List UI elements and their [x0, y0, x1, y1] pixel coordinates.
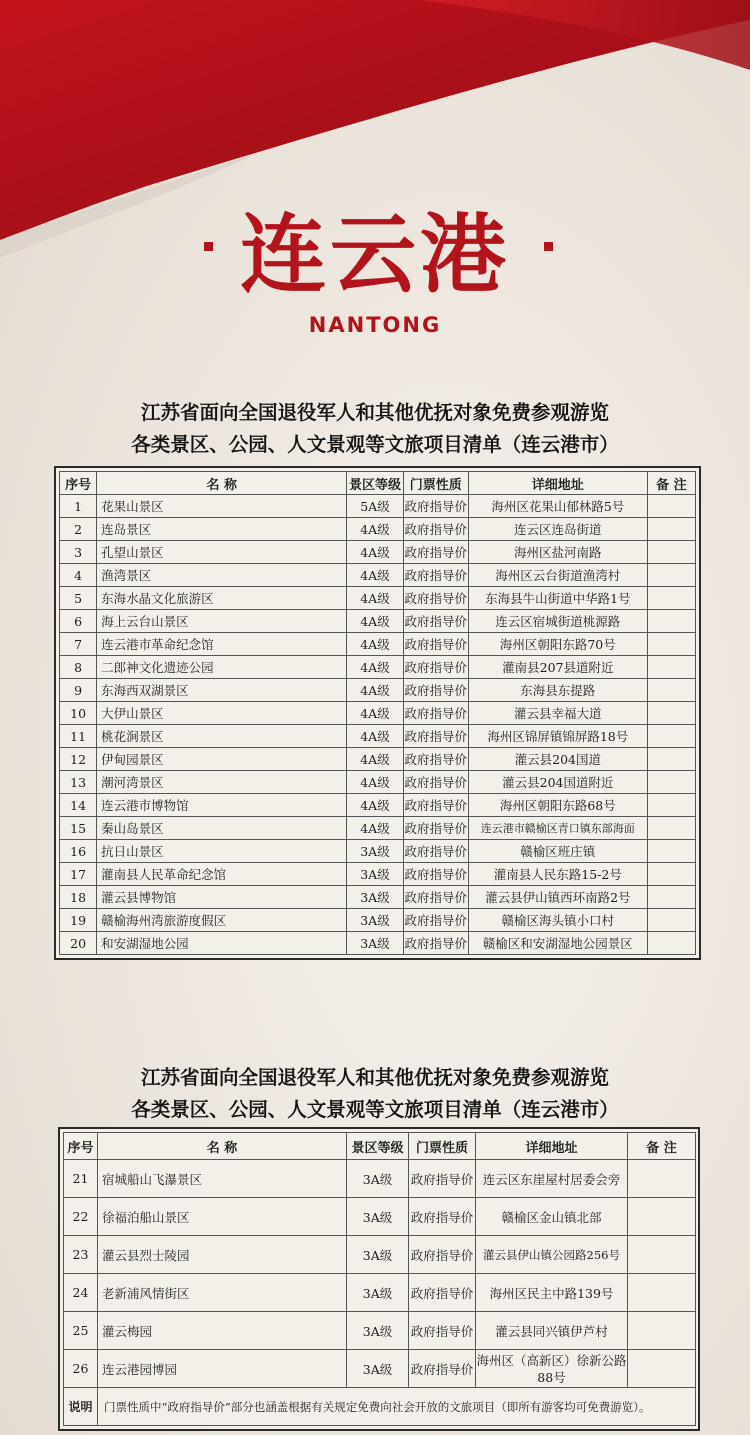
table-row: [60, 495, 696, 518]
cell-level: 3A级: [347, 1198, 409, 1236]
cell-note: [647, 702, 695, 725]
cell-level: 3A级: [347, 1350, 409, 1388]
table-row: [60, 932, 696, 955]
cell-note: [647, 679, 695, 702]
col-header-note: 备 注: [628, 1133, 696, 1160]
cell-note: [647, 748, 695, 771]
cell-name: 渔湾景区: [97, 564, 347, 587]
cell-name: 灌云县烈士陵园: [98, 1236, 347, 1274]
cell-name: 花果山景区: [97, 495, 347, 518]
cell-note: [628, 1198, 696, 1236]
cell-note: [647, 840, 695, 863]
table-row: [64, 1274, 696, 1312]
cell-no: 10: [60, 702, 97, 725]
cell-name: 连岛景区: [97, 518, 347, 541]
cell-ticket: 政府指导价: [403, 909, 468, 932]
cell-ticket: 政府指导价: [409, 1312, 476, 1350]
cell-name: 抗日山景区: [97, 840, 347, 863]
cell-note: [628, 1312, 696, 1350]
cell-note: [647, 633, 695, 656]
cell-address: 连云区连岛街道: [468, 518, 647, 541]
cell-no: 6: [60, 610, 97, 633]
table-row: [60, 633, 696, 656]
cell-no: 5: [60, 587, 97, 610]
cell-ticket: 政府指导价: [403, 495, 468, 518]
cell-no: 2: [60, 518, 97, 541]
cell-note: [628, 1236, 696, 1274]
cell-note: [647, 656, 695, 679]
cell-name: 宿城船山飞瀑景区: [98, 1160, 347, 1198]
cell-address: 连云区东崖屋村居委会旁: [476, 1160, 628, 1198]
cell-ticket: 政府指导价: [403, 886, 468, 909]
cell-level: 4A级: [347, 702, 403, 725]
cell-no: 26: [64, 1350, 98, 1388]
table-row: [60, 771, 696, 794]
cell-ticket: 政府指导价: [403, 863, 468, 886]
cell-no: 18: [60, 886, 97, 909]
cell-note: [647, 518, 695, 541]
cell-ticket: 政府指导价: [409, 1274, 476, 1312]
cell-level: 3A级: [347, 909, 403, 932]
cell-address: 赣榆区班庄镇: [468, 840, 647, 863]
cell-ticket: 政府指导价: [409, 1198, 476, 1236]
col-header-ticket: 门票性质: [403, 472, 468, 495]
cell-level: 3A级: [347, 932, 403, 955]
cell-no: 3: [60, 541, 97, 564]
cell-ticket: 政府指导价: [403, 817, 468, 840]
cell-name: 东海水晶文化旅游区: [97, 587, 347, 610]
cell-note: [628, 1274, 696, 1312]
table-row: [60, 610, 696, 633]
title-dot-left: [204, 242, 213, 251]
cell-no: 24: [64, 1274, 98, 1312]
cell-address: 连云港市赣榆区青口镇东部海面: [468, 817, 647, 840]
cell-ticket: 政府指导价: [403, 518, 468, 541]
city-title: 连云港: [240, 205, 510, 305]
col-header-level: 景区等级: [347, 472, 403, 495]
cell-address: 连云区宿城街道桃源路: [468, 610, 647, 633]
cell-address: 灌云县204国道附近: [468, 771, 647, 794]
cell-level: 4A级: [347, 656, 403, 679]
table-row: [60, 587, 696, 610]
cell-name: 徐福泊船山景区: [98, 1198, 347, 1236]
cell-address: 东海县东提路: [468, 679, 647, 702]
cell-note: [647, 932, 695, 955]
cell-name: 伊甸园景区: [97, 748, 347, 771]
cell-ticket: 政府指导价: [403, 633, 468, 656]
cell-address: 赣榆区海头镇小口村: [468, 909, 647, 932]
city-subtitle: NANTONG: [308, 313, 442, 337]
table-row: [64, 1198, 696, 1236]
cell-address: 海州区（高新区）徐新公路88号: [476, 1350, 628, 1388]
cell-no: 11: [60, 725, 97, 748]
cell-ticket: 政府指导价: [403, 702, 468, 725]
cell-address: 灌南县人民东路15-2号: [468, 863, 647, 886]
cell-level: 5A级: [347, 495, 403, 518]
cell-note: [647, 610, 695, 633]
cell-level: 4A级: [347, 518, 403, 541]
section1-heading-line2: 各类景区、公园、人文景观等文旅项目清单（连云港市）: [131, 433, 619, 456]
cell-address: 海州区朝阳东路68号: [468, 794, 647, 817]
cell-no: 19: [60, 909, 97, 932]
cell-no: 7: [60, 633, 97, 656]
section1-heading: [0, 397, 750, 461]
section2-heading-line1: 江苏省面向全国退役军人和其他优抚对象免费参观游览: [140, 1066, 609, 1089]
col-header-name: 名 称: [97, 472, 347, 495]
table-row: [60, 909, 696, 932]
cell-name: 灌南县人民革命纪念馆: [97, 863, 347, 886]
cell-note: [647, 817, 695, 840]
cell-ticket: 政府指导价: [403, 564, 468, 587]
cell-note: [647, 587, 695, 610]
cell-ticket: 政府指导价: [403, 656, 468, 679]
cell-ticket: 政府指导价: [403, 771, 468, 794]
table-header-row: [64, 1133, 696, 1160]
section2-heading: [0, 1062, 750, 1126]
cell-no: 9: [60, 679, 97, 702]
table-row: [64, 1236, 696, 1274]
cell-ticket: 政府指导价: [403, 932, 468, 955]
cell-note: [647, 725, 695, 748]
cell-address: 海州区云台街道渔湾村: [468, 564, 647, 587]
cell-note: [647, 771, 695, 794]
cell-address: 灌云县伊山镇西环南路2号: [468, 886, 647, 909]
cell-address: 灌云县204国道: [468, 748, 647, 771]
section1-table: [54, 466, 701, 960]
cell-address: 灌云县幸福大道: [468, 702, 647, 725]
cell-no: 14: [60, 794, 97, 817]
cell-no: 22: [64, 1198, 98, 1236]
table-row: [60, 702, 696, 725]
cell-no: 13: [60, 771, 97, 794]
col-header-note: 备 注: [647, 472, 695, 495]
cell-address: 海州区朝阳东路70号: [468, 633, 647, 656]
cell-level: 4A级: [347, 541, 403, 564]
cell-level: 3A级: [347, 1160, 409, 1198]
cell-name: 连云港市博物馆: [97, 794, 347, 817]
cell-name: 和安湖湿地公园: [97, 932, 347, 955]
cell-name: 赣榆海州湾旅游度假区: [97, 909, 347, 932]
table-row: [64, 1160, 696, 1198]
cell-no: 17: [60, 863, 97, 886]
cell-ticket: 政府指导价: [409, 1350, 476, 1388]
cell-no: 21: [64, 1160, 98, 1198]
cell-name: 老新浦风情街区: [98, 1274, 347, 1312]
cell-no: 23: [64, 1236, 98, 1274]
cell-name: 秦山岛景区: [97, 817, 347, 840]
cell-no: 25: [64, 1312, 98, 1350]
cell-note: [628, 1160, 696, 1198]
cell-level: 3A级: [347, 863, 403, 886]
cell-level: 4A级: [347, 748, 403, 771]
cell-note: [647, 794, 695, 817]
cell-ticket: 政府指导价: [403, 840, 468, 863]
cell-note: [647, 564, 695, 587]
section1-heading-line1: 江苏省面向全国退役军人和其他优抚对象免费参观游览: [140, 401, 609, 424]
cell-name: 连云港园博园: [98, 1350, 347, 1388]
table-row: [60, 656, 696, 679]
cell-level: 3A级: [347, 886, 403, 909]
cell-no: 1: [60, 495, 97, 518]
cell-ticket: 政府指导价: [403, 748, 468, 771]
cell-address: 海州区锦屏镇锦屏路18号: [468, 725, 647, 748]
cell-level: 4A级: [347, 587, 403, 610]
cell-ticket: 政府指导价: [403, 541, 468, 564]
section2-heading-line2: 各类景区、公园、人文景观等文旅项目清单（连云港市）: [131, 1098, 619, 1121]
cell-level: 4A级: [347, 771, 403, 794]
cell-level: 3A级: [347, 1274, 409, 1312]
cell-name: 桃花涧景区: [97, 725, 347, 748]
cell-no: 16: [60, 840, 97, 863]
cell-note: [647, 495, 695, 518]
cell-ticket: 政府指导价: [409, 1160, 476, 1198]
cell-note: [647, 863, 695, 886]
table-row: [60, 541, 696, 564]
table-row: [60, 725, 696, 748]
cell-address: 灌南县207县道附近: [468, 656, 647, 679]
table-row: [64, 1312, 696, 1350]
cell-ticket: 政府指导价: [403, 725, 468, 748]
cell-ticket: 政府指导价: [403, 794, 468, 817]
table-row: [60, 817, 696, 840]
cell-name: 海上云台山景区: [97, 610, 347, 633]
table-row: [64, 1350, 696, 1388]
cell-ticket: 政府指导价: [403, 587, 468, 610]
table-row: [60, 748, 696, 771]
cell-note: [647, 886, 695, 909]
col-header-name: 名 称: [98, 1133, 347, 1160]
table-row: [60, 518, 696, 541]
table-row: [60, 863, 696, 886]
cell-address: 赣榆区和安湖湿地公园景区: [468, 932, 647, 955]
cell-level: 3A级: [347, 1312, 409, 1350]
table-note-row: [64, 1388, 696, 1426]
note-label: 说明: [64, 1388, 98, 1426]
col-header-address: 详细地址: [468, 472, 647, 495]
cell-note: [628, 1350, 696, 1388]
cell-level: 4A级: [347, 633, 403, 656]
cell-no: 20: [60, 932, 97, 955]
cell-level: 4A级: [347, 564, 403, 587]
col-header-no: 序号: [60, 472, 97, 495]
cell-name: 潮河湾景区: [97, 771, 347, 794]
cell-level: 3A级: [347, 1236, 409, 1274]
title-dot-right: [544, 242, 553, 251]
cell-level: 3A级: [347, 840, 403, 863]
cell-address: 灌云县伊山镇公园路256号: [476, 1236, 628, 1274]
table-row: [60, 679, 696, 702]
cell-address: 海州区盐河南路: [468, 541, 647, 564]
cell-level: 4A级: [347, 794, 403, 817]
cell-note: [647, 909, 695, 932]
note-text: 门票性质中“政府指导价”部分也涵盖根据有关规定免费向社会开放的文旅项目（即所有游客均可免费游览）。: [98, 1388, 696, 1426]
cell-note: [647, 541, 695, 564]
cell-name: 连云港市革命纪念馆: [97, 633, 347, 656]
cell-address: 赣榆区金山镇北部: [476, 1198, 628, 1236]
col-header-ticket: 门票性质: [409, 1133, 476, 1160]
cell-no: 4: [60, 564, 97, 587]
cell-no: 15: [60, 817, 97, 840]
cell-name: 灌云县博物馆: [97, 886, 347, 909]
cell-ticket: 政府指导价: [403, 679, 468, 702]
cell-address: 灌云县同兴镇伊芦村: [476, 1312, 628, 1350]
table-header-row: [60, 472, 696, 495]
table-row: [60, 840, 696, 863]
table-row: [60, 564, 696, 587]
col-header-no: 序号: [64, 1133, 98, 1160]
cell-address: 东海县牛山街道中华路1号: [468, 587, 647, 610]
table-row: [60, 886, 696, 909]
cell-name: 二郎神文化遗迹公园: [97, 656, 347, 679]
cell-name: 孔望山景区: [97, 541, 347, 564]
cell-level: 4A级: [347, 725, 403, 748]
cell-name: 大伊山景区: [97, 702, 347, 725]
col-header-level: 景区等级: [347, 1133, 409, 1160]
cell-no: 8: [60, 656, 97, 679]
cell-no: 12: [60, 748, 97, 771]
cell-ticket: 政府指导价: [409, 1236, 476, 1274]
cell-name: 东海西双湖景区: [97, 679, 347, 702]
cell-level: 4A级: [347, 679, 403, 702]
cell-ticket: 政府指导价: [403, 610, 468, 633]
cell-level: 4A级: [347, 610, 403, 633]
cell-name: 灌云梅园: [98, 1312, 347, 1350]
section2-table: [58, 1127, 700, 1431]
cell-address: 海州区民主中路139号: [476, 1274, 628, 1312]
cell-level: 4A级: [347, 817, 403, 840]
cell-address: 海州区花果山郁林路5号: [468, 495, 647, 518]
table-row: [60, 794, 696, 817]
col-header-address: 详细地址: [476, 1133, 628, 1160]
